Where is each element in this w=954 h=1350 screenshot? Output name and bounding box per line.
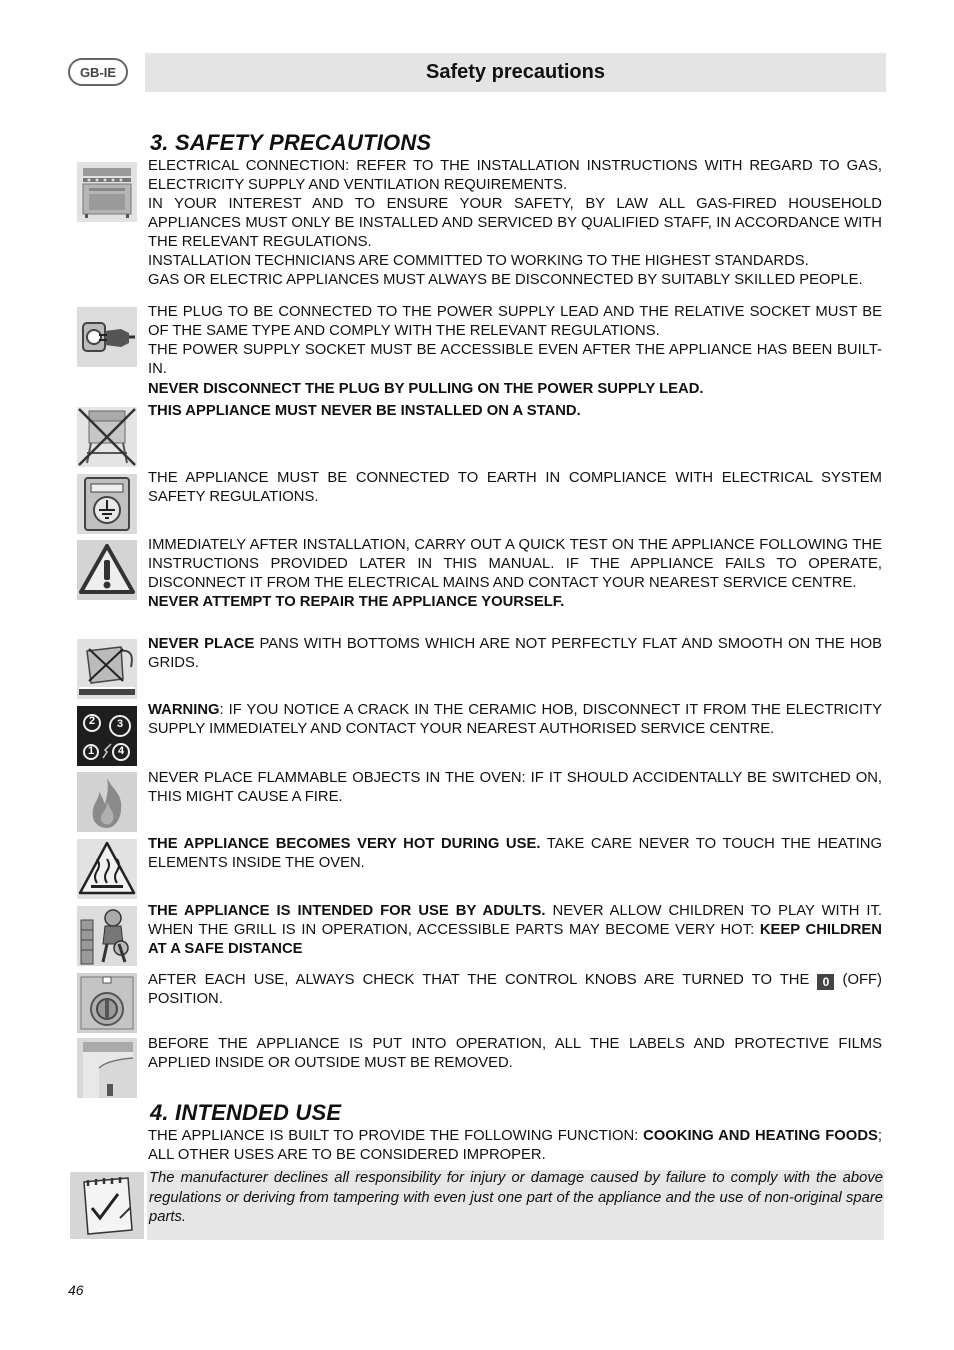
section-3-title: 3. SAFETY PRECAUTIONS [150,130,432,155]
paragraph-bold-lead: NEVER PLACE [148,636,255,652]
paragraph-bold-lead: THE APPLIANCE IS INTENDED FOR USE BY ADULTS. [148,903,546,919]
fire-icon [77,772,137,832]
paragraph-text: THE APPLIANCE IS BUILT TO PROVIDE THE FOLLOWING FUNCTION: [148,1128,644,1144]
paragraph-text: (OFF) POSITION. [148,972,882,1007]
safety-block-stand: THIS APPLIANCE MUST NEVER BE INSTALLED ON A STAND. [148,403,581,419]
knob-off-symbol: 0 [817,974,834,990]
earth-icon [77,474,137,534]
page-header-title: Safety precautions [426,61,605,83]
paragraph-line: THE POWER SUPPLY SOCKET MUST BE ACCESSIBLE EVEN AFTER THE APPLIANCE HAS BEEN BUILT-IN. [148,342,882,377]
safety-block-electrical [148,157,882,290]
knob-icon [77,973,137,1033]
paragraph-bold-line: NEVER DISCONNECT THE PLUG BY PULLING ON THE POWER SUPPLY LEAD. [148,381,704,397]
section-4-title: 4. INTENDED USE [150,1100,342,1125]
paragraph-text: TAKE CARE NEVER TO TOUCH THE HEATING ELEMENTS INSIDE THE OVEN. [148,836,882,871]
paragraph-text: PANS WITH BOTTOMS WHICH ARE NOT PERFECTLY FLAT AND SMOOTH ON THE HOB GRIDS. [148,636,882,671]
notepad-icon [70,1172,144,1239]
paragraph-line: INSTALLATION TECHNICIANS ARE COMMITTED TO WORKING TO THE HIGHEST STANDARDS. [148,253,809,269]
paragraph-text: NEVER ALLOW CHILDREN TO PLAY WITH IT. WHEN THE GRILL IS IN OPERATION, ACCESSIBLE PARTS MAY BECOME VERY HOT: [148,903,882,938]
paragraph-text: ; ALL OTHER USES ARE TO BE CONSIDERED IMPROPER. [148,1128,882,1163]
children-icon [77,906,137,966]
plug-icon [77,307,137,367]
hob-zone-label: 1 [88,745,95,757]
page-number: 46 [68,1282,84,1298]
header-bar [145,53,886,92]
safety-block-hot [148,835,882,873]
paragraph-line: IN YOUR INTEREST AND TO ENSURE YOUR SAFETY, BY LAW ALL GAS-FIRED HOUSEHOLD APPLIANCES MUST ONLY BE INSTALLED AND SERVICED BY QUALIFIED STAFF, IN ACCORDANCE WITH THE RELEVANT REGULATIONS. [148,196,882,250]
warning-icon [77,540,137,600]
safety-block-children [148,902,882,959]
hob-zone-label: 2 [89,715,96,727]
safety-block-films: BEFORE THE APPLIANCE IS PUT INTO OPERATION, ALL THE LABELS AND PROTECTIVE FILMS APPLIED INSIDE OR OUTSIDE MUST BE REMOVED. [148,1036,882,1071]
safety-block-pans [148,635,882,673]
paragraph-bold-lead: THE APPLIANCE BECOMES VERY HOT DURING USE. [148,836,541,852]
no-pan-icon [77,639,137,699]
safety-block-quick-test [148,536,882,612]
safety-block-ceramic [148,701,882,739]
paragraph-line: ELECTRICAL CONNECTION: REFER TO THE INSTALLATION INSTRUCTIONS WITH REGARD TO GAS, ELECTRICITY SUPPLY AND VENTILATION REQUIREMENTS. [148,158,882,193]
paragraph-bold-lead: WARNING [148,702,220,718]
ceramic-hob-icon [77,706,137,766]
safety-block-plug [148,303,882,399]
paragraph-text: : IF YOU NOTICE A CRACK IN THE CERAMIC HOB, DISCONNECT IT FROM THE ELECTRICITY SUPPLY IMMEDIATELY AND CONTACT YOUR NEAREST AUTHORISED SERVICE CENTRE. [148,702,882,737]
cooker-icon [77,162,137,222]
hot-surface-icon [77,839,137,899]
paragraph-text: IMMEDIATELY AFTER INSTALLATION, CARRY OUT A QUICK TEST ON THE APPLIANCE FOLLOWING THE INSTRUCTIONS PROVIDED LATER IN THIS MANUAL. IF THE APPLIANCE FAILS TO OPERATE, DISCONNECT IT FROM THE ELECTRICAL MAINS AND CONTACT YOUR NEAREST SERVICE CENTRE. [148,537,882,591]
hob-zone-label: 3 [117,718,124,730]
no-stand-icon [77,407,137,467]
paragraph-line: GAS OR ELECTRIC APPLIANCES MUST ALWAYS BE DISCONNECTED BY SUITABLY SKILLED PEOPLE. [148,272,863,288]
protective-film-icon [77,1038,137,1098]
intended-use-text [148,1127,882,1165]
safety-block-knobs [148,971,882,1009]
paragraph-line: THE PLUG TO BE CONNECTED TO THE POWER SUPPLY LEAD AND THE RELATIVE SOCKET MUST BE OF THE SAME TYPE AND COMPLY WITH THE RELEVANT REGULATIONS. [148,304,882,339]
paragraph-bold-tail: KEEP CHILDREN AT A SAFE DISTANCE [148,922,882,957]
region-badge: GB-IE [68,58,128,86]
paragraph-text: AFTER EACH USE, ALWAYS CHECK THAT THE CONTROL KNOBS ARE TURNED TO THE [148,972,818,988]
paragraph-bold-line: NEVER ATTEMPT TO REPAIR THE APPLIANCE YOURSELF. [148,594,565,610]
disclaimer-text: The manufacturer declines all responsibility for injury or damage caused by failure to comply with the above regulations or deriving from tampering with even just one part of the appliance and the use of non-original spare parts. [149,1170,883,1225]
safety-block-flammable: NEVER PLACE FLAMMABLE OBJECTS IN THE OVEN: IF IT SHOULD ACCIDENTALLY BE SWITCHED ON, THIS MIGHT CAUSE A FIRE. [148,770,882,805]
paragraph-bold: COOKING AND HEATING FOODS [643,1128,878,1144]
safety-block-earth: THE APPLIANCE MUST BE CONNECTED TO EARTH IN COMPLIANCE WITH ELECTRICAL SYSTEM SAFETY REGULATIONS. [148,470,882,505]
hob-zone-label: 4 [118,745,125,757]
